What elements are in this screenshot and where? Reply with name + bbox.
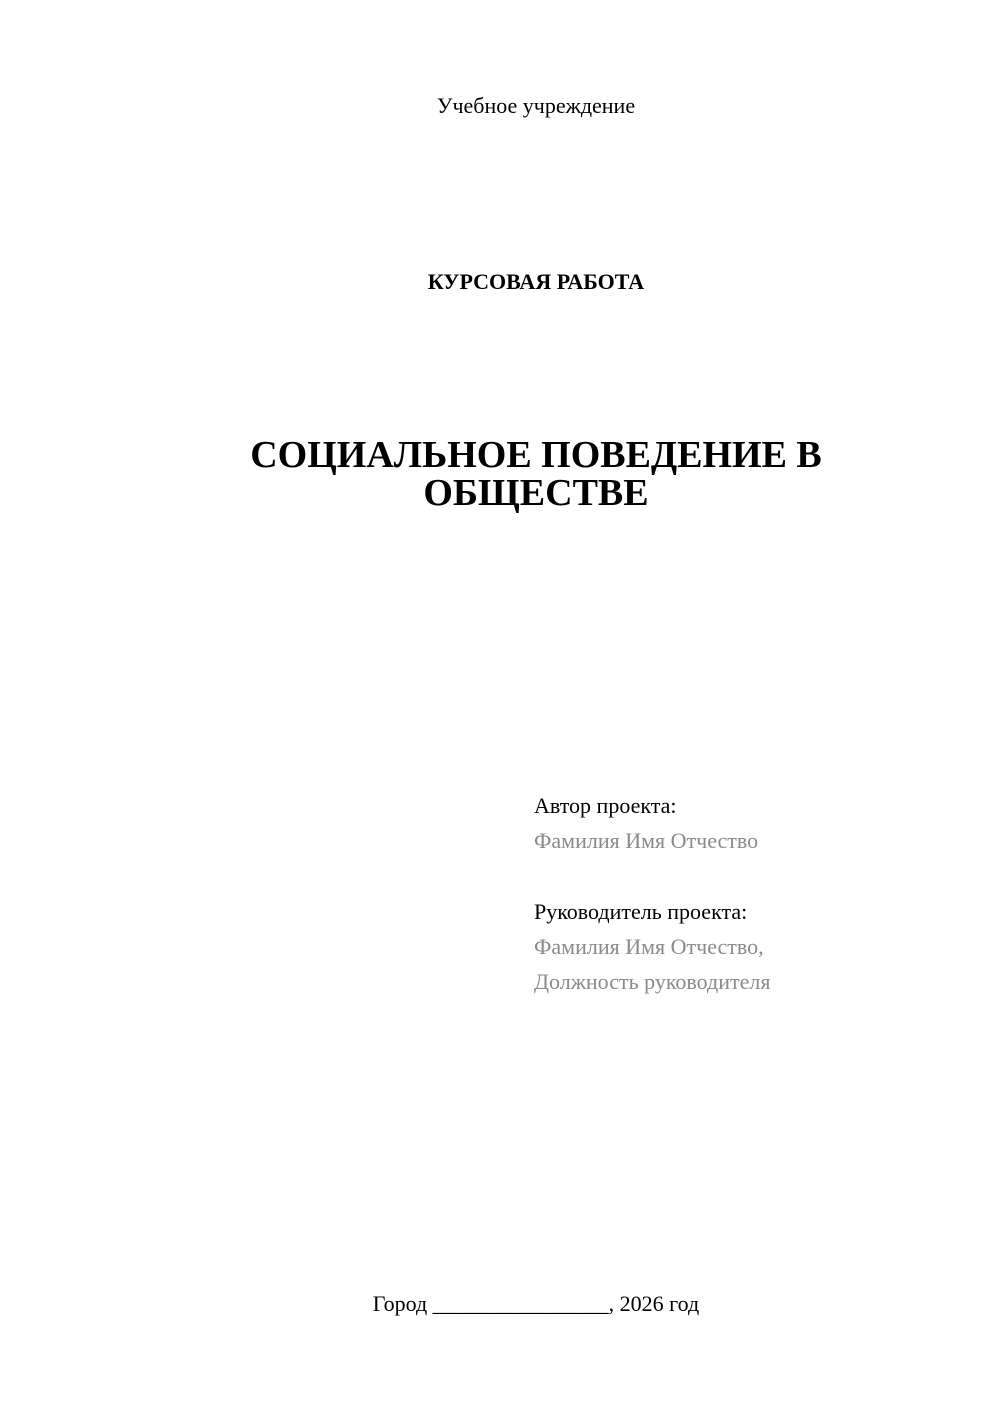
supervisor-position: Должность руководителя [534,969,771,994]
supervisor-name: Фамилия Имя Отчество, [534,934,764,959]
author-label: Автор проекта: [534,793,677,818]
author-name: Фамилия Имя Отчество [534,828,759,853]
city-year-line: Город ________________, 2026 год [372,1291,700,1316]
supervisor-label: Руководитель проекта: [534,899,748,924]
institution-name: Учебное учреждение [436,93,636,118]
title-line-2: ОБЩЕСТВЕ [423,472,649,514]
document-title [200,436,872,512]
title-line-1: СОЦИАЛЬНОЕ ПОВЕДЕНИЕ В [250,434,822,476]
work-type: КУРСОВАЯ РАБОТА [427,269,645,294]
project-meta [534,788,974,999]
